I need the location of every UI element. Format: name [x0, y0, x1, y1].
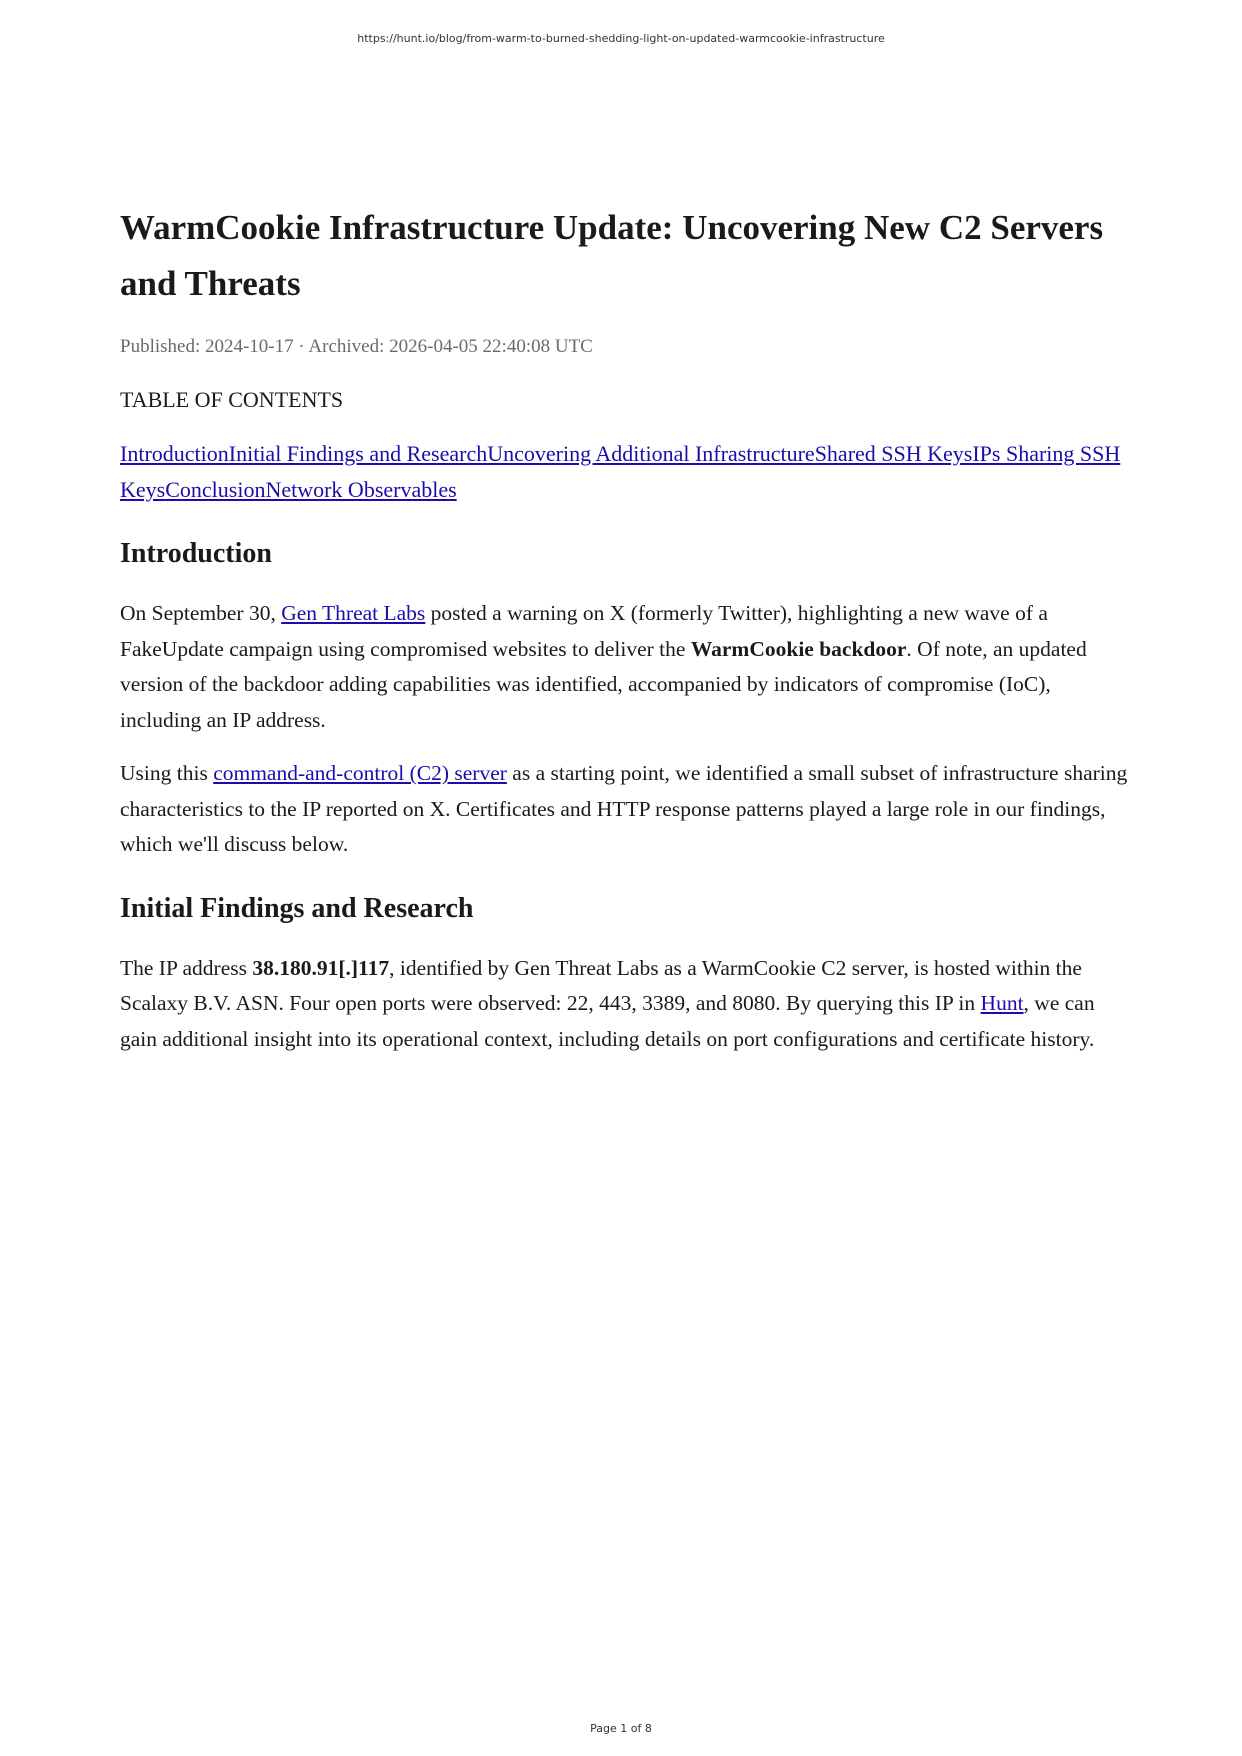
toc-heading: TABLE OF CONTENTS [120, 387, 344, 412]
publish-meta: Published: 2024-10-17 · Archived: 2026-04-05 22:40:08 UTC [120, 336, 593, 357]
article [120, 200, 1130, 1075]
intro-paragraph-2 [120, 756, 1130, 863]
toc-link-ips-sharing-ssh-keys[interactable]: IPs Sharing SSH Keys [120, 441, 1121, 502]
text-run: as a starting point, we identified a small subset of infrastructure sharing characteristics to the IP reported on X. Certificates and HTTP response patterns played a large role in our findings, which we'll discuss below. [120, 761, 1128, 856]
toc-link-initial-findings[interactable]: Initial Findings and Research [228, 441, 488, 466]
text-run: The IP address [120, 955, 253, 980]
toc-link-shared-ssh-keys[interactable]: Shared SSH Keys [814, 441, 973, 466]
toc-link-conclusion[interactable]: Conclusion [165, 477, 266, 502]
table-of-contents [120, 436, 1130, 508]
text-run: , we can gain additional insight into its operational context, including details on port configurations and certificate history. [120, 991, 1095, 1051]
findings-paragraph-1 [120, 951, 1130, 1058]
page-title: WarmCookie Infrastructure Update: Uncovering New C2 Servers and Threats [120, 208, 1104, 303]
text-run: . Of note, an updated version of the backdoor adding capabilities was identified, accompanied by indicators of compromise (IoC), including an IP address. [120, 636, 1087, 732]
text-run: On September 30, [120, 601, 282, 625]
text-run: , identified by Gen Threat Labs as a WarmCookie C2 server, is hosted within the Scalaxy B.V. ASN. Four open ports were observed: 22, 443, 3389, and 8080. By querying this IP in [120, 955, 1082, 1015]
section-heading-initial-findings: Initial Findings and Research [120, 892, 474, 924]
ip-address-text: 38.180.91[.]117 [252, 955, 390, 980]
intro-paragraph-1 [120, 596, 1130, 738]
c2-server-link[interactable]: command-and-control (C2) server [213, 761, 507, 785]
toc-link-introduction[interactable]: Introduction [120, 441, 229, 466]
toc-link-uncovering-infrastructure[interactable]: Uncovering Additional Infrastructure [487, 441, 815, 466]
bold-text: WarmCookie backdoor [690, 636, 907, 661]
toc-link-network-observables[interactable]: Network Observables [265, 477, 457, 502]
text-run: Using this [120, 761, 214, 785]
gen-threat-labs-link[interactable]: Gen Threat Labs [281, 601, 426, 625]
text-run: posted a warning on X (formerly Twitter), highlighting a new wave of a FakeUpdate campaign using compromised websites to deliver the [120, 601, 1048, 661]
page-url: https://hunt.io/blog/from-warm-to-burned-shedding-light-on-updated-warmcookie-infrastructure [357, 32, 885, 45]
hunt-link[interactable]: Hunt [980, 991, 1024, 1015]
page-number: Page 1 of 8 [590, 1722, 652, 1735]
section-heading-introduction: Introduction [120, 538, 272, 569]
